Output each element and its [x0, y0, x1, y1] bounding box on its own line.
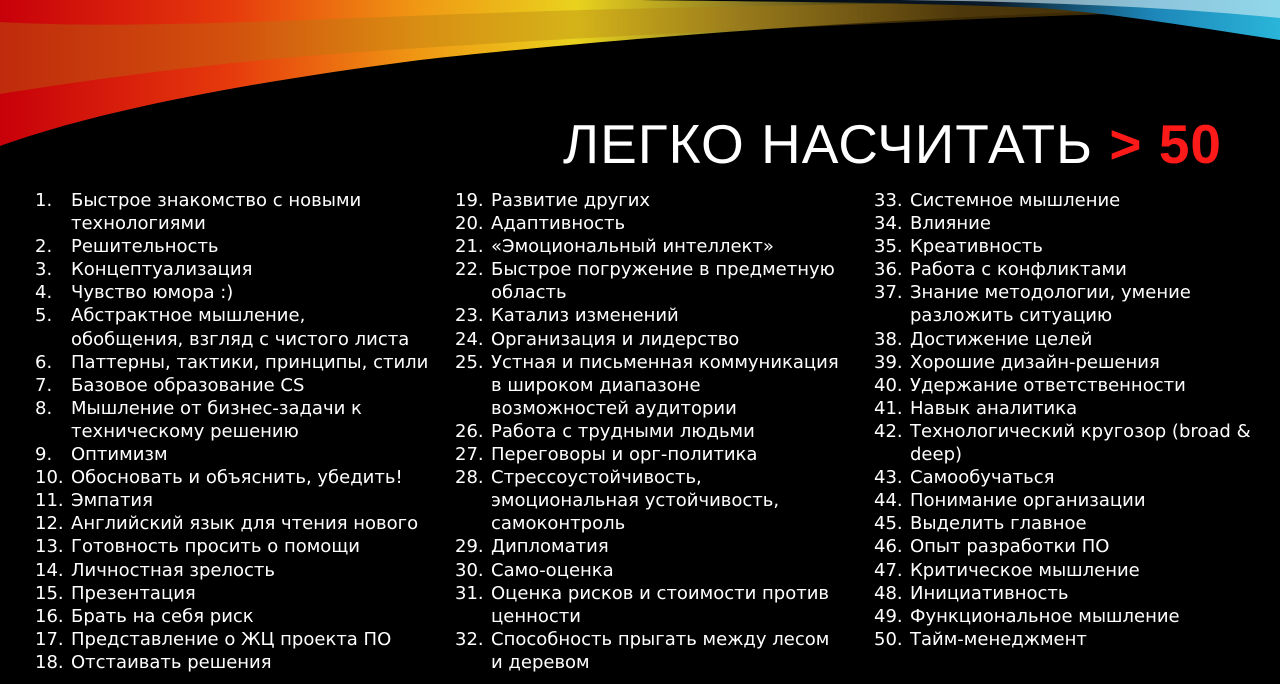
item-number: 36.: [874, 259, 903, 281]
item-number: 19.: [455, 190, 484, 211]
list-item: [35, 351, 428, 374]
list-item: [874, 212, 1251, 235]
item-number: 20.: [455, 213, 484, 235]
list-item: [455, 304, 839, 327]
list-item: [455, 628, 839, 674]
list-item: [874, 328, 1251, 351]
item-text: технологиями: [71, 213, 206, 235]
item-number: 10.: [35, 467, 64, 489]
skills-column-3: [874, 189, 1251, 651]
list-item: [35, 559, 428, 582]
list-item: [874, 235, 1251, 258]
item-number: 43.: [874, 467, 903, 489]
list-item: [35, 397, 428, 443]
item-number: 30.: [455, 559, 484, 581]
list-item: [35, 605, 428, 628]
item-text: Работа с конфликтами: [910, 259, 1127, 281]
item-text: Обосновать и объяснить, убедить!: [71, 467, 403, 489]
item-text: Быстрое знакомство с новыми: [71, 190, 362, 211]
item-text: Самообучаться: [910, 467, 1055, 489]
item-text: Английский язык для чтения нового: [71, 513, 419, 535]
list-item: [455, 212, 839, 235]
item-text: Представление о ЖЦ проекта ПО: [71, 628, 392, 650]
item-text: Устная и письменная коммуникация: [491, 351, 839, 373]
list-item: [874, 512, 1251, 535]
list-item: [874, 258, 1251, 281]
item-number: 7.: [35, 374, 53, 396]
list-item: [35, 189, 428, 235]
item-text: Концептуализация: [71, 259, 253, 281]
item-text: deep): [910, 444, 963, 466]
item-text: в широком диапазоне: [491, 374, 701, 396]
item-text: Оптимизм: [71, 444, 168, 466]
item-number: 47.: [874, 559, 903, 581]
item-text: Влияние: [910, 213, 991, 235]
list-item: [874, 628, 1251, 651]
item-number: 33.: [874, 190, 903, 211]
list-item: [455, 420, 839, 443]
item-number: 35.: [874, 236, 903, 258]
item-number: 13.: [35, 536, 64, 558]
list-item: [455, 559, 839, 582]
item-number: 50.: [874, 628, 903, 650]
item-text: и деревом: [491, 651, 590, 673]
item-number: 18.: [35, 651, 64, 673]
list-item: [455, 535, 839, 558]
item-number: 24.: [455, 328, 484, 350]
list-item: [874, 535, 1251, 558]
item-text: Навык аналитика: [910, 397, 1078, 419]
item-text: Быстрое погружение в предметную: [491, 259, 835, 281]
item-text: Эмпатия: [71, 490, 153, 512]
list-item: [35, 258, 428, 281]
item-number: 49.: [874, 605, 903, 627]
item-number: 42.: [874, 420, 903, 442]
item-text: Достижение целей: [910, 328, 1093, 350]
list-item: [874, 466, 1251, 489]
item-text: разложить ситуацию: [910, 305, 1113, 327]
skills-column-2: [455, 189, 839, 674]
item-number: 29.: [455, 536, 484, 558]
item-number: 11.: [35, 490, 64, 512]
item-text: Знание методологии, умение: [910, 282, 1191, 304]
list-item: [455, 582, 839, 628]
list-item: [35, 512, 428, 535]
item-text: Мышление от бизнес-задачи к: [71, 397, 362, 419]
item-text: Оценка рисков и стоимости против: [491, 582, 830, 604]
item-number: 6.: [35, 351, 53, 373]
list-item: [35, 651, 428, 674]
item-number: 1.: [35, 190, 53, 211]
item-text: Выделить главное: [910, 513, 1087, 535]
list-item: [35, 374, 428, 397]
item-text: Хорошие дизайн-решения: [910, 351, 1160, 373]
list-item: [874, 420, 1251, 466]
slide-title: [563, 112, 1222, 176]
item-number: 15.: [35, 582, 64, 604]
item-text: Паттерны, тактики, принципы, стили: [71, 351, 429, 373]
list-item: [35, 235, 428, 258]
item-text: Критическое мышление: [910, 559, 1140, 581]
item-text: Тайм-менеджмент: [910, 628, 1087, 650]
list-item: [35, 489, 428, 512]
item-number: 39.: [874, 351, 903, 373]
item-number: 14.: [35, 559, 64, 581]
item-text: Абстрактное мышление,: [71, 305, 306, 327]
list-item: [35, 628, 428, 651]
item-text: Само-оценка: [491, 559, 614, 581]
list-item: [874, 281, 1251, 327]
item-text: Организация и лидерство: [491, 328, 740, 350]
item-text: Адаптивность: [491, 213, 626, 235]
item-text: Личностная зрелость: [71, 559, 275, 581]
item-number: 12.: [35, 513, 64, 535]
item-number: 32.: [455, 628, 484, 650]
list-item: [35, 281, 428, 304]
list-item: [455, 258, 839, 304]
list-item: [455, 235, 839, 258]
item-text: возможностей аудитории: [491, 397, 737, 419]
item-number: 8.: [35, 397, 53, 419]
item-number: 26.: [455, 420, 484, 442]
item-number: 45.: [874, 513, 903, 535]
item-text: эмоциональная устойчивость,: [491, 490, 780, 512]
item-number: 23.: [455, 305, 484, 327]
item-number: 46.: [874, 536, 903, 558]
item-text: Опыт разработки ПО: [910, 536, 1110, 558]
item-number: 21.: [455, 236, 484, 258]
title-main: ЛЕГКО НАСЧИТАТЬ: [562, 113, 1094, 175]
item-text: Понимание организации: [910, 490, 1146, 512]
item-text: Технологический кругозор (broad &: [910, 420, 1251, 442]
item-text: ценности: [491, 605, 581, 627]
list-item: [874, 489, 1251, 512]
list-item: [874, 351, 1251, 374]
list-item: [874, 559, 1251, 582]
item-text: Готовность просить о помощи: [71, 536, 360, 558]
skills-column-1: [35, 189, 428, 674]
item-number: 9.: [35, 444, 53, 466]
list-item: [455, 443, 839, 466]
item-text: Дипломатия: [491, 536, 609, 558]
item-text: Катализ изменений: [491, 305, 679, 327]
item-text: Работа с трудными людьми: [491, 420, 755, 442]
item-number: 17.: [35, 628, 64, 650]
item-text: область: [491, 282, 567, 304]
item-number: 31.: [455, 582, 484, 604]
item-text: Чувство юмора :): [71, 282, 234, 304]
item-text: Брать на себя риск: [71, 605, 254, 627]
item-text: Развитие других: [491, 190, 651, 211]
item-number: 4.: [35, 282, 53, 304]
list-item: [35, 443, 428, 466]
item-text: Переговоры и орг-политика: [491, 444, 758, 466]
list-item: [35, 535, 428, 558]
item-text: Стрессоустойчивость,: [491, 467, 702, 489]
list-item: [874, 582, 1251, 605]
item-number: 3.: [35, 259, 53, 281]
item-text: Удержание ответственности: [910, 374, 1186, 396]
item-number: 28.: [455, 467, 484, 489]
item-number: 5.: [35, 305, 53, 327]
item-number: 22.: [455, 259, 484, 281]
item-text: техническому решению: [71, 420, 299, 442]
list-item: [874, 374, 1251, 397]
item-text: Презентация: [71, 582, 196, 604]
item-text: Способность прыгать между лесом: [491, 628, 830, 650]
item-number: 40.: [874, 374, 903, 396]
list-item: [874, 397, 1251, 420]
item-text: Инициативность: [910, 582, 1069, 604]
list-item: [455, 328, 839, 351]
list-item: [35, 466, 428, 489]
item-text: Решительность: [71, 236, 219, 258]
item-number: 25.: [455, 351, 484, 373]
item-number: 16.: [35, 605, 64, 627]
item-text: Креативность: [910, 236, 1043, 258]
item-number: 37.: [874, 282, 903, 304]
list-item: [35, 304, 428, 350]
list-item: [874, 189, 1251, 212]
title-accent: > 50: [1109, 113, 1222, 175]
item-number: 41.: [874, 397, 903, 419]
item-number: 2.: [35, 236, 53, 258]
item-text: Отстаивать решения: [71, 651, 272, 673]
list-item: [455, 351, 839, 420]
item-text: Системное мышление: [910, 190, 1121, 211]
list-item: [455, 466, 839, 535]
item-number: 44.: [874, 490, 903, 512]
list-item: [874, 605, 1251, 628]
list-item: [455, 189, 839, 212]
item-text: Базовое образование CS: [71, 374, 305, 396]
list-item: [35, 582, 428, 605]
item-number: 38.: [874, 328, 903, 350]
item-number: 48.: [874, 582, 903, 604]
item-number: 34.: [874, 213, 903, 235]
item-text: самоконтроль: [491, 513, 626, 535]
item-text: Функциональное мышление: [910, 605, 1180, 627]
item-number: 27.: [455, 444, 484, 466]
item-text: «Эмоциональный интеллект»: [491, 236, 774, 258]
item-text: обобщения, взгляд с чистого листа: [71, 328, 410, 350]
